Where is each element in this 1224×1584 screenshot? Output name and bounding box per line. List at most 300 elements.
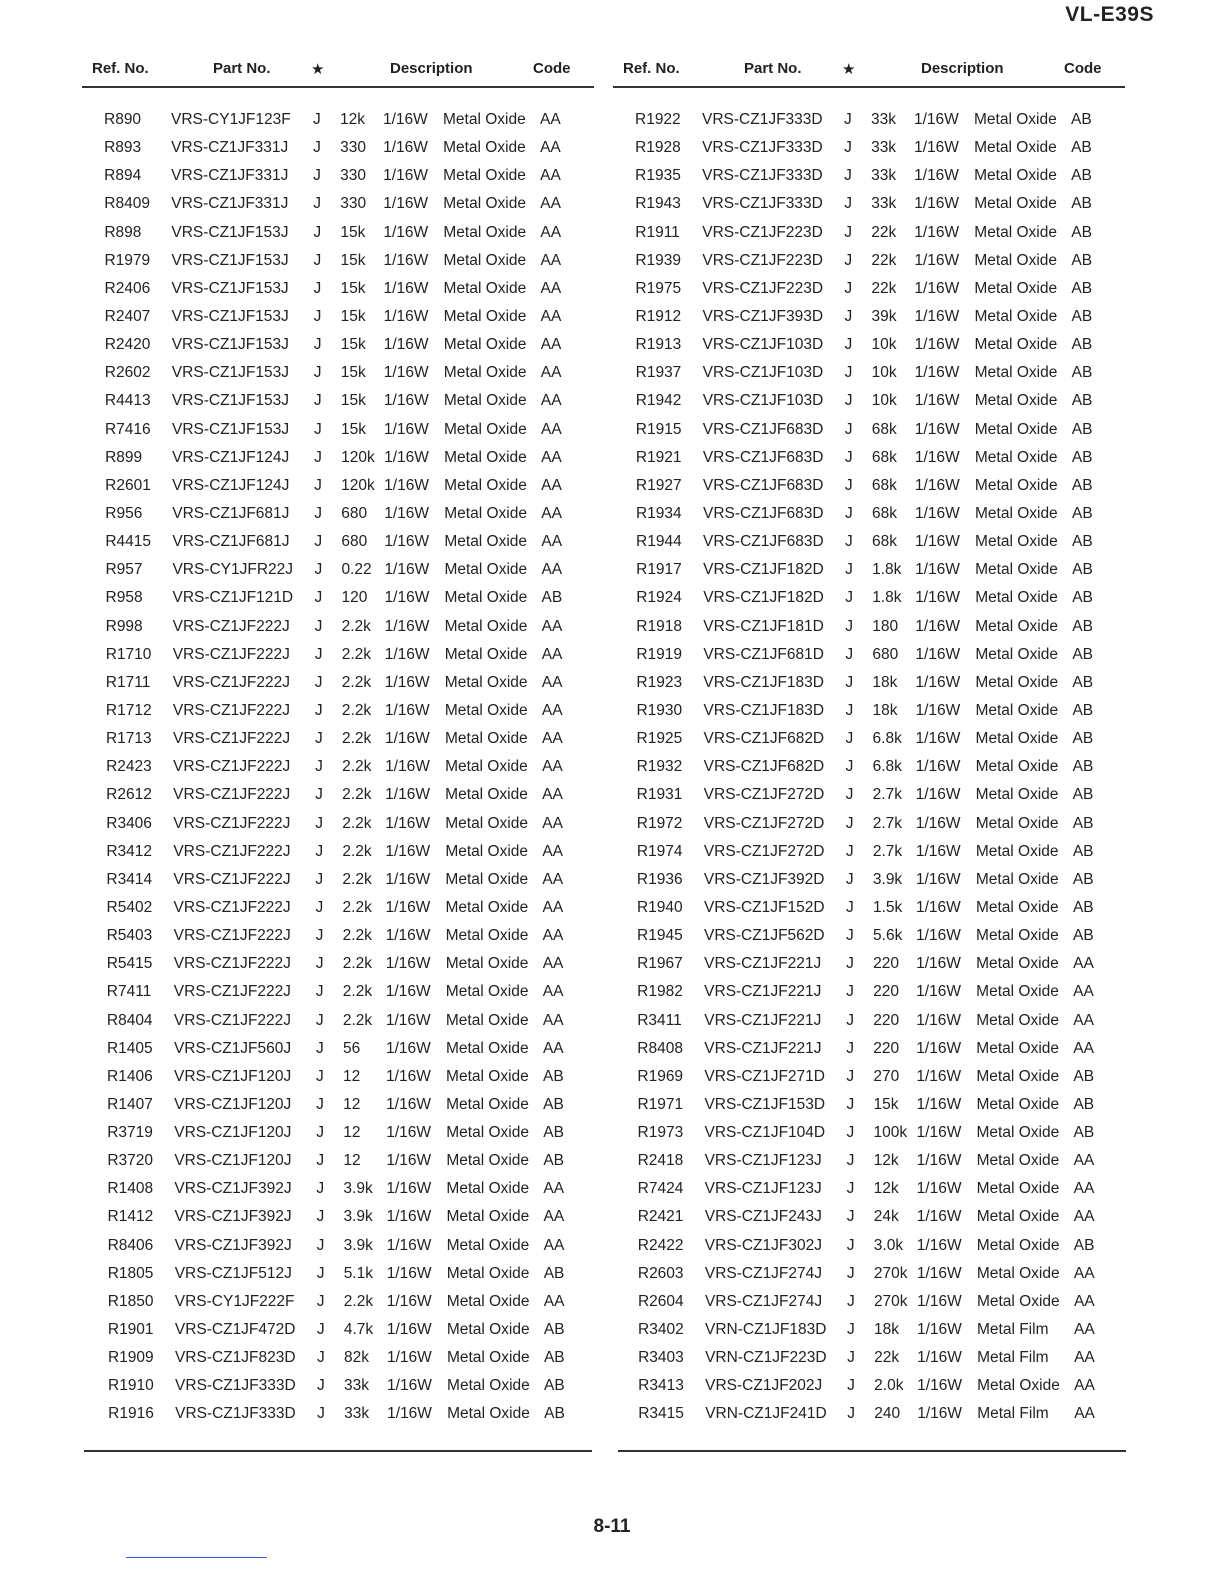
cell-mark: J [846,1152,855,1170]
table-row [84,782,596,810]
cell-mark: J [846,1011,854,1029]
cell-part-no: VRS-CZ1JF682D [703,758,825,776]
cell-code: AB [1071,307,1093,325]
cell-mark: J [315,786,323,804]
cell-part-no: VRS-CZ1JF120J [174,1124,292,1142]
cell-description: Metal Oxide [976,1180,1060,1198]
cell-mark: J [316,1264,325,1282]
cell-value: 2.2k [342,927,372,945]
cell-code: AA [540,279,562,297]
cell-part-no: VRS-CZ1JF333D [175,1377,296,1395]
cell-mark: J [314,476,322,494]
cell-value: 5.1k [343,1264,374,1282]
cell-description: Metal Oxide [974,279,1058,297]
cell-mark: J [844,279,853,297]
cell-wattage: 1/16W [914,279,960,297]
cell-value: 15k [873,1095,899,1113]
cell-description: Metal Oxide [446,1180,530,1198]
cell-wattage: 1/16W [386,1264,432,1282]
table-row [613,304,1125,332]
table-row [83,360,595,388]
table-row [616,1176,1128,1204]
cell-code: AB [543,1124,564,1142]
cell-description: Metal Oxide [974,420,1058,438]
cell-ref-no: R8409 [104,195,150,213]
cell-value: 120k [341,476,375,494]
cell-value: 22k [871,279,897,297]
parts-list [82,88,594,1430]
table-row [616,1233,1128,1261]
cell-description: Metal Oxide [443,195,526,213]
cell-value: 15k [340,279,366,297]
cell-wattage: 1/16W [915,842,961,860]
cell-ref-no: R1405 [106,1039,153,1057]
cell-ref-no: R1917 [636,561,682,579]
cell-value: 330 [340,167,367,185]
cell-code: AB [1071,251,1093,269]
cell-code: AB [1071,476,1093,494]
cell-description: Metal Oxide [443,364,527,382]
cell-part-no: VRS-CZ1JF222J [172,673,290,691]
cell-part-no: VRS-CZ1JF222J [173,1011,292,1029]
cell-mark: J [844,167,852,185]
cell-part-no: VRS-CZ1JF683D [702,476,824,494]
cell-part-no: VRS-CZ1JF222J [173,786,291,804]
cell-description: Metal Oxide [446,1236,530,1254]
cell-description: Metal Oxide [444,448,527,466]
cell-mark: J [313,392,322,410]
cell-code: AA [541,673,563,691]
table-row [613,220,1125,248]
cell-mark: J [846,927,854,945]
cell-ref-no: R1975 [635,279,682,297]
cell-wattage: 1/16W [384,533,430,551]
cell-ref-no: R8406 [107,1236,154,1254]
cell-description: Metal Oxide [446,1124,529,1142]
cell-code: AB [1073,1236,1095,1254]
cell-description: Metal Oxide [446,1321,530,1339]
cell-description: Metal Oxide [975,589,1058,607]
cell-value: 15k [340,223,366,241]
cell-value: 2.7k [872,814,903,832]
cell-value: 2.0k [874,1377,904,1395]
cell-part-no: VRS-CZ1JF222J [173,983,291,1001]
cell-value: 240 [874,1405,901,1423]
table-row [614,585,1126,613]
cell-code: AA [542,814,563,832]
cell-wattage: 1/16W [383,139,428,157]
cell-description: Metal Oxide [444,533,528,551]
cell-mark: J [315,955,324,973]
cell-part-no: VRS-CZ1JF182D [703,589,824,607]
cell-wattage: 1/16W [914,336,960,354]
cell-value: 120 [341,589,368,607]
cell-wattage: 1/16W [916,1011,962,1029]
cell-mark: J [315,898,324,916]
cell-part-no: VRS-CZ1JF153J [171,392,290,410]
cell-part-no: VRS-CZ1JF333D [702,111,823,128]
cell-value: 68k [871,420,897,438]
cell-mark: J [845,842,854,860]
cell-mark: J [844,251,853,269]
cell-mark: J [845,898,854,916]
cell-ref-no: R1923 [636,673,683,691]
cell-ref-no: R1939 [635,251,682,269]
table-row [614,614,1126,642]
cell-description: Metal Oxide [444,561,528,579]
cell-description: Metal Oxide [976,1292,1060,1310]
cell-mark: J [316,1349,325,1367]
cell-description: Metal Oxide [974,476,1058,494]
cell-value: 180 [872,617,899,635]
cell-mark: J [844,392,853,410]
cell-part-no: VRS-CZ1JF183D [703,673,824,691]
cell-description: Metal Oxide [974,167,1057,185]
cell-mark: J [315,870,324,888]
cell-code: AB [543,1349,565,1367]
cell-part-no: VRS-CZ1JF333D [702,195,823,213]
cell-part-no: VRS-CZ1JF683D [702,420,824,438]
cell-mark: J [844,111,852,128]
cell-part-no: VRS-CZ1JF181D [703,617,824,635]
cell-code: AB [1072,701,1094,719]
cell-part-no: VRS-CZ1JF222J [172,730,291,748]
cell-description: Metal Oxide [976,1152,1060,1170]
cell-part-no: VRS-CZ1JF681J [172,504,290,522]
cell-description: Metal Oxide [446,1208,530,1226]
cell-ref-no: R1913 [635,336,682,354]
cell-wattage: 1/16W [914,139,959,157]
cell-wattage: 1/16W [385,786,430,804]
cell-ref-no: R1979 [104,251,151,269]
table-row [615,1064,1127,1092]
cell-part-no: VRS-CZ1JF223D [702,251,823,269]
cell-value: 220 [873,983,900,1001]
cell-value: 270k [873,1264,908,1282]
cell-value: 68k [871,448,897,466]
cell-mark: J [313,167,321,185]
cell-wattage: 1/16W [385,983,431,1001]
table-row [85,1148,597,1176]
cell-value: 1.8k [872,561,902,579]
cell-description: Metal Oxide [975,730,1059,748]
cell-wattage: 1/16W [916,955,961,973]
cell-ref-no: R3412 [106,842,153,860]
cell-value: 3.9k [343,1180,373,1198]
table-row [82,135,594,163]
cell-mark: J [314,701,323,719]
cell-mark: J [315,1011,324,1029]
table-row [614,360,1126,388]
cell-ref-no: R1932 [636,758,683,776]
cell-part-no: VRS-CZ1JF182D [703,561,824,579]
cell-part-no: VRS-CZ1JF682D [703,730,825,748]
cell-description: Metal Oxide [975,617,1058,635]
cell-code: AB [1072,842,1094,860]
cell-ref-no: R1412 [107,1208,154,1226]
table-row [616,1401,1128,1429]
cell-ref-no: R1712 [105,701,152,719]
cell-wattage: 1/16W [915,730,961,748]
cell-code: AA [540,364,562,382]
cell-code: AB [1071,139,1092,157]
cell-mark: J [316,1124,324,1142]
cell-ref-no: R998 [105,617,143,635]
cell-code: AA [540,167,561,185]
cell-code: AA [542,983,564,1001]
cell-mark: J [313,251,322,269]
cell-part-no: VRS-CZ1JF681J [172,533,290,551]
table-row [86,1317,598,1345]
cell-part-no: VRS-CZ1JF392J [174,1180,292,1198]
table-row [84,670,596,698]
cell-value: 2.7k [872,842,903,860]
cell-value: 0.22 [341,561,372,579]
cell-mark: J [846,1039,855,1057]
cell-code: AB [1073,927,1094,945]
cell-value: 68k [871,504,897,522]
cell-wattage: 1/16W [915,617,961,635]
table-row [615,895,1127,923]
cell-value: 2.2k [342,870,372,888]
table-row [86,1373,598,1401]
cell-mark: J [314,617,323,635]
cell-code: AB [543,1095,564,1113]
cell-mark: J [316,1292,325,1310]
cell-part-no: VRS-CZ1JF272D [703,786,825,804]
cell-code: AA [543,1236,565,1254]
cell-wattage: 1/16W [386,1349,432,1367]
table-row [616,1261,1128,1289]
cell-value: 680 [341,504,368,522]
cell-mark: J [847,1321,855,1339]
cell-value: 22k [871,251,897,269]
table-row [84,811,596,839]
cell-part-no: VRS-CZ1JF243J [704,1208,822,1226]
cell-part-no: VRS-CZ1JF221J [704,955,822,973]
cell-code: AA [540,420,562,438]
cell-value: 2.2k [343,1292,374,1310]
table-row [84,698,596,726]
cell-part-no: VRN-CZ1JF183D [705,1321,827,1339]
cell-ref-no: R2601 [105,476,151,494]
cell-wattage: 1/16W [914,420,960,438]
cell-description: Metal Oxide [976,955,1059,973]
cell-code: AB [543,1067,564,1085]
cell-part-no: VRS-CZ1JF683D [702,448,824,466]
cell-ref-no: R1969 [637,1067,684,1085]
cell-ref-no: R4413 [104,392,151,410]
cell-value: 220 [873,1011,900,1029]
cell-mark: J [316,1321,325,1339]
cell-description: Metal Oxide [443,420,527,438]
cell-code: AA [541,448,562,466]
cell-ref-no: R8404 [106,1011,153,1029]
cell-description: Metal Oxide [975,561,1058,579]
cell-value: 12 [343,1152,361,1170]
cell-mark: J [846,1264,855,1282]
cell-mark: J [845,870,854,888]
table-row [616,1317,1128,1345]
cell-part-no: VRS-CZ1JF272D [703,814,825,832]
cell-description: Metal Oxide [975,701,1059,719]
cell-ref-no: R2423 [106,758,152,776]
cell-description: Metal Oxide [446,1292,530,1310]
cell-wattage: 1/16W [914,167,959,185]
cell-code: AB [1071,111,1092,128]
cell-ref-no: R1710 [105,645,152,663]
cell-value: 270k [873,1292,908,1310]
cell-wattage: 1/16W [917,1349,962,1367]
cell-ref-no: R3413 [638,1377,684,1395]
cell-ref-no: R1942 [635,392,682,410]
cell-part-no: VRS-CZ1JF302J [704,1236,822,1254]
cell-code: AA [540,111,561,128]
table-row [86,1233,598,1261]
cell-code: AA [543,1208,565,1226]
cell-value: 1.5k [872,898,903,916]
table-row [82,107,594,135]
cell-wattage: 1/16W [386,1236,432,1254]
cell-ref-no: R1408 [107,1180,154,1198]
cell-value: 12 [343,1124,361,1142]
cell-value: 100k [873,1124,908,1142]
cell-value: 68k [872,533,898,551]
cell-ref-no: R1901 [107,1321,154,1339]
cell-description: Metal Oxide [445,758,528,776]
cell-code: AA [541,701,563,719]
cell-description: Metal Oxide [975,842,1059,860]
cell-description: Metal Oxide [444,701,528,719]
cell-code: AA [541,504,562,522]
cell-code: AB [1071,195,1092,213]
cell-value: 4.7k [343,1321,374,1339]
cell-wattage: 1/16W [385,1039,431,1057]
cell-value: 33k [871,195,897,213]
cell-value: 680 [872,645,899,663]
cell-part-no: VRS-CZ1JF153J [171,223,289,241]
cell-wattage: 1/16W [916,1208,962,1226]
cell-value: 2.2k [342,955,373,973]
cell-part-no: VRS-CZ1JF153D [704,1095,826,1113]
cell-value: 24k [873,1208,899,1226]
cell-ref-no: R1805 [107,1264,154,1282]
cell-wattage: 1/16W [914,195,960,213]
cell-description: Metal Oxide [975,533,1058,551]
cell-part-no: VRS-CZ1JF392J [174,1236,292,1254]
cell-description: Metal Oxide [443,307,527,325]
cell-value: 12k [340,111,365,128]
cell-code: AB [1071,420,1093,438]
table-row [86,1204,598,1232]
cell-description: Metal Oxide [443,392,527,410]
table-row [615,1008,1127,1036]
cell-mark: J [316,1152,325,1170]
cell-part-no: VRS-CZ1JF153J [171,279,289,297]
table-row [615,923,1127,951]
table-row [84,585,596,613]
cell-ref-no: R1927 [635,476,682,494]
cell-value: 56 [342,1039,361,1057]
table-row [83,304,595,332]
cell-wattage: 1/16W [916,1124,962,1142]
cell-wattage: 1/16W [384,730,430,748]
cell-code: AA [1074,1321,1095,1339]
cell-code: AB [1072,870,1094,888]
table-row [614,445,1126,473]
cell-description: Metal Oxide [444,673,528,691]
cell-wattage: 1/16W [386,1292,432,1310]
cell-wattage: 1/16W [385,927,431,945]
cell-wattage: 1/16W [916,1067,962,1085]
table-row [615,951,1127,979]
cell-value: 33k [344,1405,370,1423]
cell-description: Metal Oxide [974,111,1057,128]
cell-value: 12k [873,1180,899,1198]
cell-wattage: 1/16W [384,589,430,607]
cell-code: AA [540,336,562,354]
model-number: VL-E39S [1065,3,1154,26]
table-row [615,1092,1127,1120]
cell-part-no: VRS-CZ1JF331J [171,139,289,157]
cell-code: AB [1071,336,1093,354]
cell-part-no: VRS-CZ1JF153J [171,420,290,438]
table-row [84,642,596,670]
cell-mark: J [844,223,853,241]
cell-wattage: 1/16W [385,870,431,888]
cell-mark: J [313,364,322,382]
cell-ref-no: R2612 [106,786,152,804]
cell-description: Metal Oxide [974,448,1058,466]
cell-part-no: VRS-CY1JF123F [171,111,291,128]
cell-description: Metal Oxide [975,645,1059,663]
cell-value: 33k [871,111,896,128]
cell-part-no: VRS-CZ1JF472D [174,1321,296,1339]
cell-ref-no: R8408 [637,1039,683,1057]
cell-wattage: 1/16W [384,561,430,579]
cell-code: AA [540,392,562,410]
cell-description: Metal Oxide [445,898,529,916]
cell-description: Metal Oxide [976,927,1059,945]
cell-description: Metal Oxide [975,814,1059,832]
cell-part-no: VRS-CZ1JF153J [171,364,289,382]
cell-wattage: 1/16W [914,504,960,522]
table-row [614,417,1126,445]
cell-code: AA [541,645,563,663]
cell-description: Metal Oxide [443,336,527,354]
cell-description: Metal Oxide [445,955,529,973]
cell-code: AA [1074,1377,1095,1395]
cell-wattage: 1/16W [914,111,959,128]
cell-value: 2.2k [342,1011,373,1029]
cell-description: Metal Oxide [974,364,1058,382]
cell-code: AB [1071,279,1093,297]
cell-mark: J [844,307,853,325]
table-row [614,557,1126,585]
cell-wattage: 1/16W [384,448,429,466]
cell-description: Metal Oxide [976,983,1059,1001]
cell-code: AA [541,533,563,551]
cell-part-no: VRS-CZ1JF683D [703,533,824,551]
table-row [615,811,1127,839]
table-row [616,1373,1128,1401]
cell-code: AA [541,617,563,635]
cell-code: AB [1072,645,1094,663]
cell-ref-no: R3719 [107,1124,153,1142]
cell-wattage: 1/16W [914,476,960,494]
cell-description: Metal Oxide [974,307,1058,325]
cell-value: 2.2k [342,786,372,804]
